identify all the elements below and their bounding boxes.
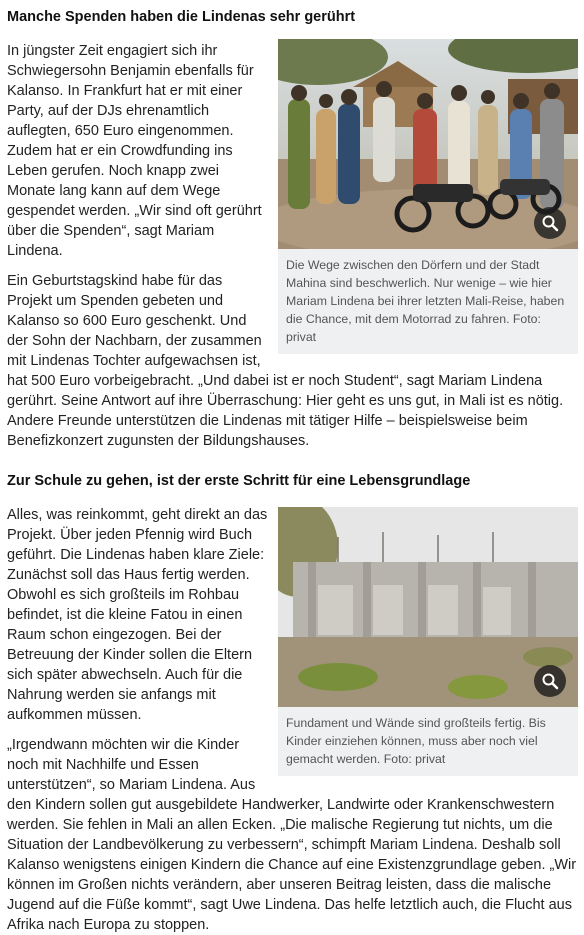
photo-motorbike[interactable] xyxy=(278,39,578,249)
figure-building xyxy=(278,507,578,776)
paragraph-3: Alles, was reinkommt, geht direkt an das Projekt. Über jeden Pfennig wird Buch geführt. Die Lindenas haben klare Ziele: Zunächst soll das Haus fertig werden. Obwohl es sich großteils im Rohbau befindet, ist die kleine Fatou in einen Raum schon eingezogen. Bei der Betreuung der Kinder sollen die Eltern sich später abwechseln. Auch für die Nahrung werden sie anfangs mit aufkommen müssen. xyxy=(7,507,268,723)
figure-caption-2: Fundament und Wände sind großteils fertig. Bis Kinder einziehen können, muss aber noch viel gemacht werden. Foto: privat xyxy=(286,716,546,766)
photo-motorbike-image xyxy=(278,39,578,249)
magnifier-icon xyxy=(541,214,559,232)
zoom-button-2[interactable] xyxy=(534,665,566,697)
paragraph-1: In jüngster Zeit engagiert sich ihr Schwiegersohn Benjamin ebenfalls für Kalanso. In Frankfurt hat er mit einer Party, auf der DJs ehrenamtlich auflegten, 650 Euro eingenommen. Zudem hat er ein Crowdfunding ins Leben gerufen. Noch knapp zwei Monate lang kann auf dem Wege gespendet werden. „Wir sind oft gerührt über die Spenden“, sagt Mariam Lindena. xyxy=(7,43,262,259)
photo-building-image xyxy=(278,507,578,707)
paragraph-2: Ein Geburtstagskind habe für das Projekt um Spenden gebeten und Kalanso so 600 Euro geschenkt. Und der Sohn der Nachbarn, der zusammen mit Lindenas Tochter aufgewachsen ist, hat 500 Euro vorbeigebracht. „Und dabei ist er noch Student“, sagt Mariam Lindena gerührt. Seine Antwort auf ihre Überraschung: Hier geht es uns gut, in Mali ist es nötig. Andere Freunde unterstützen die Lindenas mit tätiger Hilfe – beispielsweise beim Benefizkonzert zugunsten der Bildungshauses. xyxy=(7,273,564,449)
figure-caption-1: Die Wege zwischen den Dörfern und der Stadt Mahina sind beschwerlich. Nur wenige – wie hier Mariam Lindena bei ihrer letzten Mali-Reise, haben die Chance, mit dem Motorrad zu fahren. Foto: privat xyxy=(286,258,565,344)
photo-building[interactable] xyxy=(278,507,578,707)
paragraph-4: „Irgendwann möchten wir die Kinder noch mit Nachhilfe und Essen unterstützen“, so Mariam Lindena. Aus den Kindern sollen gut ausgebildete Handwerker, Landwirte oder Krankenschwestern werden. Sie fehlen in Mali an allen Ecken. „Die malische Regierung tut nichts, um die Situation der Landbevölkerung zu verbessern“, schimpft Mariam Lindena. Deshalb soll Kalanso wenigstens einigen Kindern die Chance auf eine Existenzgrundlage geben. „Wir können im Großen nichts verändern, aber unseren Beitrag leisten, dass die malische Jugend auf die Füße kommt“, sagt Uwe Lindena. Das helfe letztlich auch, die Flucht aus Afrika nach Europa zu stoppen. xyxy=(7,737,577,933)
section-heading-spenden: Manche Spenden haben die Lindenas sehr gerührt xyxy=(7,9,356,25)
magnifier-icon xyxy=(541,672,559,690)
figure-motorbike xyxy=(278,39,578,354)
section-heading-schule: Zur Schule zu gehen, ist der erste Schritt für eine Lebensgrundlage xyxy=(7,473,471,489)
zoom-button-1[interactable] xyxy=(534,207,566,239)
